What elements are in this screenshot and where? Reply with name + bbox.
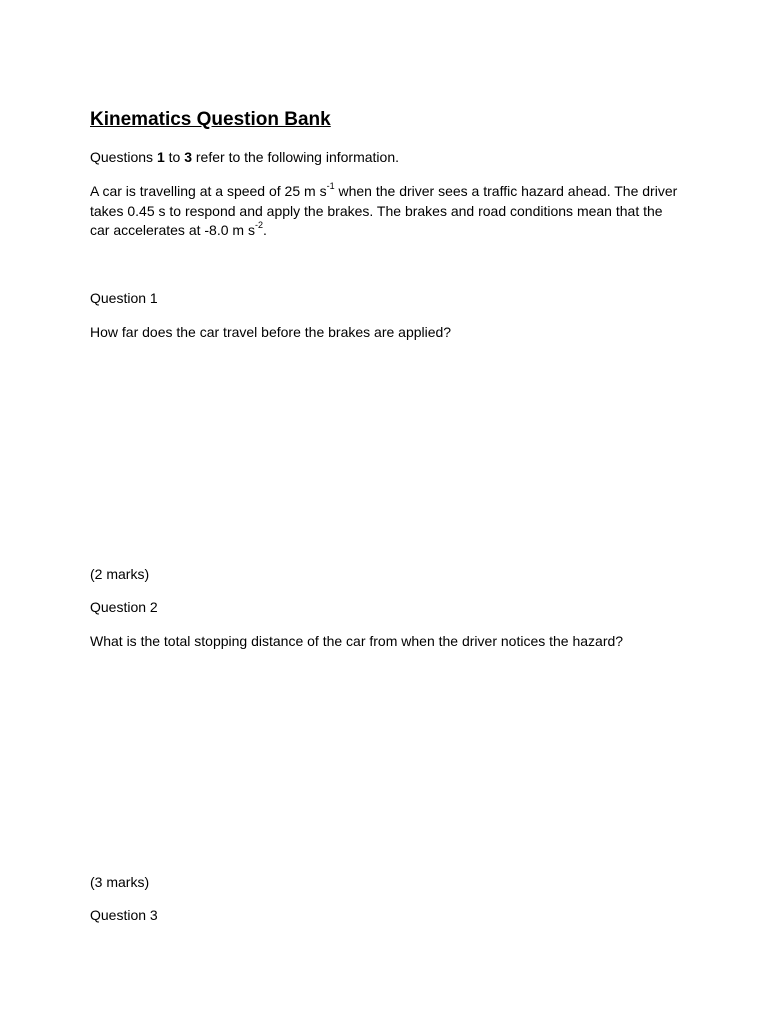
intro-middle: to — [164, 149, 185, 165]
intro-start-number: 1 — [156, 149, 165, 165]
question-2-marks: (3 marks) — [90, 874, 150, 890]
info-paragraph — [90, 182, 680, 241]
info-superscript-2: -2 — [254, 220, 263, 231]
intro-end-number: 3 — [184, 149, 192, 165]
info-text-part1: A car is travelling at a speed of 25 m s — [90, 183, 327, 199]
intro-paragraph — [90, 148, 680, 168]
question-1-marks: (2 marks) — [90, 566, 150, 582]
intro-suffix: refer to the following information. — [192, 149, 399, 165]
question-1-text: How far does the car travel before the brakes are applied? — [90, 324, 452, 340]
info-text-part3: . — [262, 222, 267, 238]
document-title: Kinematics Question Bank — [90, 109, 331, 130]
info-superscript-1: -1 — [326, 181, 335, 192]
question-1-label: Question 1 — [90, 290, 158, 306]
question-2-label: Question 2 — [90, 599, 158, 615]
question-2-text: What is the total stopping distance of the car from when the driver notices the hazard? — [90, 633, 624, 649]
intro-prefix: Questions — [90, 149, 157, 165]
info-text-part2: when the driver sees a traffic hazard ahead. The driver takes 0.45 s to respond and apply the brakes. The brakes and road conditions mean that the car accelerates at -8.0 m s — [90, 183, 678, 238]
question-3-label: Question 3 — [90, 907, 158, 923]
